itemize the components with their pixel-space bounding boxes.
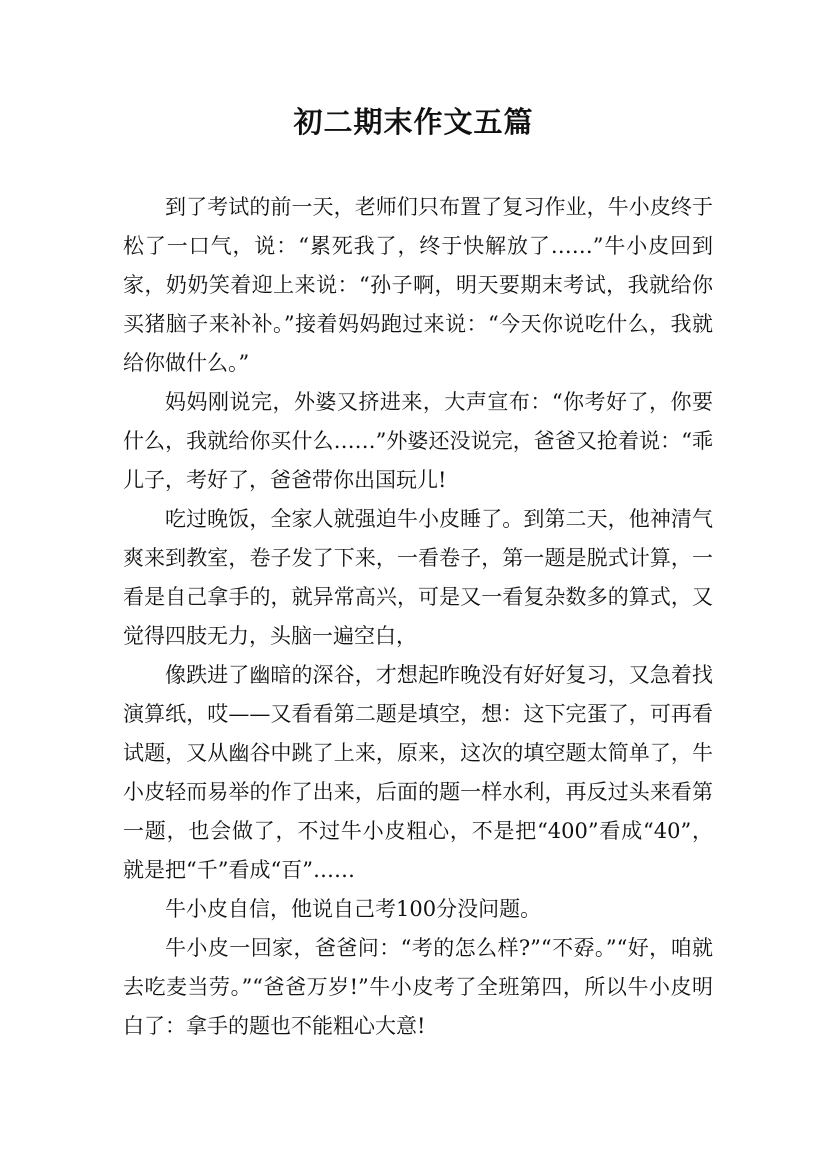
paragraph-3: 吃过晚饭，全家人就强迫牛小皮睡了。到第二天，他神清气爽来到教室，卷子发了下来，一看卷子，第一题是脱式计算，一看是自己拿手的，就异常高兴，可是又一看复杂数多的算式，又觉得四肢无力，头脑一遍空白， [123, 507, 713, 648]
paragraph-4: 像跌进了幽暗的深谷，才想起昨晚没有好好复习，又急着找演算纸，哎——又看看第二题是填空，想：这下完蛋了，可再看试题，又从幽谷中跳了上来，原来，这次的填空题太简单了，牛小皮轻而易举的作了出来，后面的题一样水利，再反过头来看第一题，也会做了，不过牛小皮粗心，不是把“400”看成“40”，就是把“千”看成“百”…… [123, 663, 713, 882]
document-title: 初二期末作文五篇 [293, 105, 534, 139]
paragraph-2: 妈妈刚说完，外婆又挤进来，大声宣布：“你考好了，你要什么，我就给你买什么……”外婆还没说完，爸爸又抢着说：“乖儿子，考好了，爸爸带你出国玩儿! [123, 390, 713, 492]
paragraph-5: 牛小皮自信，他说自己考100分没问题。 [165, 897, 542, 921]
document-body [123, 188, 713, 1046]
paragraph-1: 到了考试的前一天，老师们只布置了复习作业，牛小皮终于松了一口气，说：“累死我了，终于快解放了……”牛小皮回到家，奶奶笑着迎上来说：“孙子啊，明天要期末考试，我就给你买猪脑子来补补。”接着妈妈跑过来说：“今天你说吃什么，我就给你做什么。” [123, 195, 713, 375]
paragraph-6: 牛小皮一回家，爸爸问：“考的怎么样?”“不孬。”“好，咱就去吃麦当劳。”“爸爸万岁!”牛小皮考了全班第四，所以牛小皮明白了：拿手的题也不能粗心大意! [123, 936, 713, 1038]
